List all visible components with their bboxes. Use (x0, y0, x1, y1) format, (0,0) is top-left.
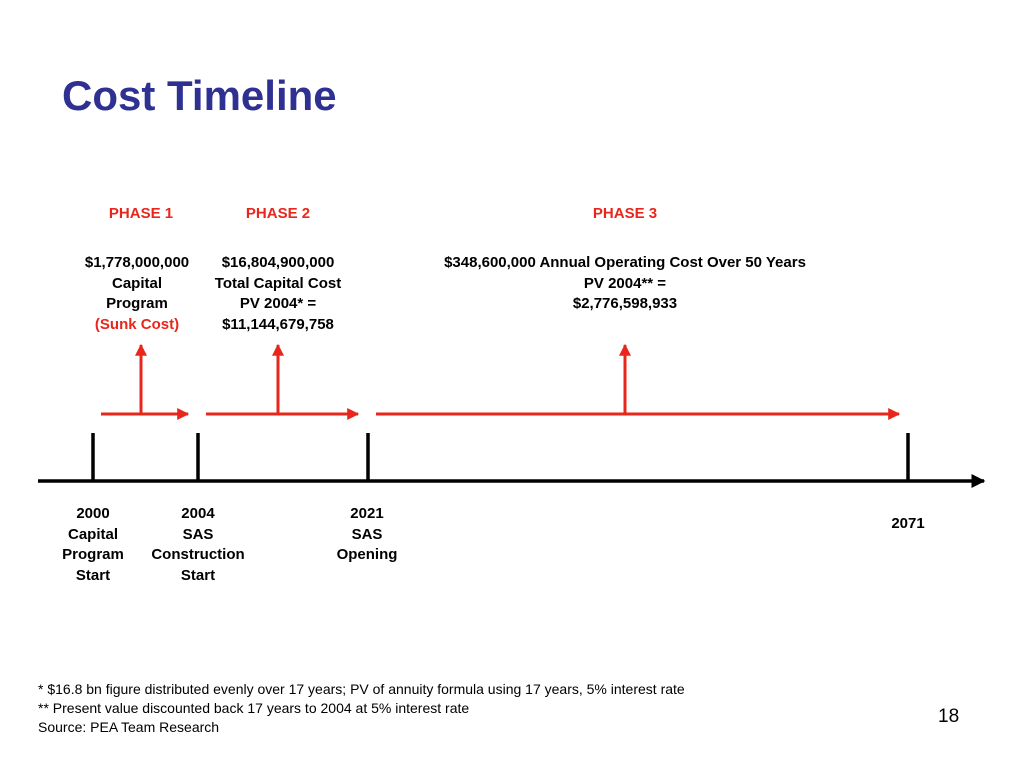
footnote-source: Source: PEA Team Research (38, 719, 220, 735)
phase-2-cost-line: $16,804,900,000 (221, 254, 335, 271)
phase-2-label: PHASE 2 (245, 205, 311, 222)
milestone-2000 (62, 504, 124, 586)
milestone-2071 (891, 514, 924, 535)
milestone-2004 (151, 504, 244, 586)
milestone-year: 2000 (76, 505, 110, 522)
slide-title: Cost Timeline (62, 72, 337, 119)
milestone-line: Start (75, 566, 111, 584)
footnotes (38, 680, 685, 737)
phase-1-cost-line: Program (106, 295, 168, 312)
milestone-year: 2004 (181, 505, 215, 522)
phase-3-label: PHASE 3 (592, 205, 658, 222)
phase-2-cost-line: $11,144,679,758 (222, 315, 334, 333)
phase-2-cost-line: PV 2004* = (239, 295, 317, 312)
milestone-line: Capital (67, 525, 118, 543)
milestone-year: 2071 (891, 515, 925, 532)
phase-3-cost-line: $348,600,000 Annual Operating Cost Over 50 Years (444, 254, 806, 271)
milestone-2021 (337, 504, 398, 566)
phase-1-cost-line: $1,778,000,000 (84, 254, 190, 271)
milestone-line: SAS (351, 525, 383, 543)
phase-1-label: PHASE 1 (108, 205, 174, 222)
phase-1-sunk-cost-note: (Sunk Cost) (94, 315, 180, 333)
page-number: 18 (938, 706, 960, 727)
footnote-present-value: ** Present value discounted back 17 years to 2004 at 5% interest rate (38, 700, 470, 716)
milestone-line: Opening (336, 546, 398, 563)
milestone-line: Program (62, 546, 124, 563)
phase-1-cost-line: Capital (111, 274, 162, 292)
milestone-year: 2021 (350, 505, 384, 522)
phase-3-cost-line: PV 2004** = (583, 274, 667, 292)
phase-3-cost-line: $2,776,598,933 (572, 295, 678, 312)
milestone-line: Construction (151, 546, 245, 563)
phase-2-cost-line: Total Capital Cost (214, 274, 342, 292)
milestone-line: SAS (182, 525, 214, 543)
milestone-line: Start (180, 566, 216, 584)
footnote-pv-annuity: * $16.8 bn figure distributed evenly over 17 years; PV of annuity formula using 17 years, 5% interest rate (38, 681, 685, 697)
